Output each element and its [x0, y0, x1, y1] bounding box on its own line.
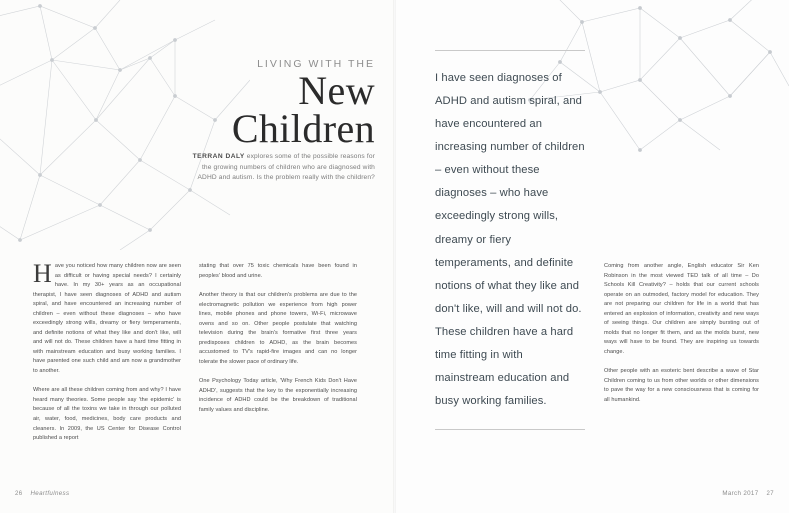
body-column-right — [604, 262, 759, 415]
paragraph: Another theory is that our children's problems are due to the electromagnetic pollution we experience from high power lines, mobile phones and phone towers, Wi-Fi, microwave ovens and so on. Other people postulate that watching television during the brain's formative first three years predisposes children to ADHD, as the brain becomes accustomed to TV's rapid-fire images and can no longer tolerate the slower pace of ordinary life. — [199, 292, 357, 365]
publication-name: Heartfulness — [30, 490, 70, 497]
page-title-line-2: Children — [231, 106, 375, 152]
paragraph: Other people with an esoteric bent describe a wave of Star Children coming to us from other worlds or other dimensions to pave the way for a new consciousness that is coming for all humankind. — [604, 368, 759, 403]
page-gutter — [393, 0, 396, 513]
pull-quote: I have seen diagnoses of ADHD and autism spiral, and have encountered an increasing number of children – even without these diagnoses – who have exceedingly strong wills, dreamy or fiery temperaments, and definite notions of what they like and don't like, will and will not do. These children have a hard time fitting in with mainstream education and busy working families. — [435, 50, 585, 430]
paragraph: One Psychology Today article, 'Why French Kids Don't Have ADHD', suggests that the key to the exponentially increasing incidence of ADHD could be the breakdown of traditional family values and discipline. — [199, 378, 357, 413]
body-column-left — [33, 259, 181, 454]
paragraph: Have you noticed how many children now are seen as difficult or having special needs? I certainly have. In my 30+ years as an occupational therapist, I have seen diagnoses of ADHD and autism spiral, and have encountered an increasing number of children – even without these diagnoses – who have exceedingly strong wills, dreamy or fiery temperaments, and definite notions of what they like and don't like, will and will not do. These children have a hard time fitting in with mainstream education and busy working families. I have parented one such child and am now a grandmother to another. — [33, 259, 181, 374]
issue-date: March 2017 — [722, 490, 759, 497]
paragraph: Coming from another angle, English educator Sir Ken Robinson in the most viewed TED talk of all time – Do Schools Kill Creativity? – holds that our current schools operate on an outmoded, factory model for education. They are not preparing our children for life in a world that has entered an explosion of information, creativity and new ways of seeing things. Our children are simply bursting out of molds that no longer fit them, and as the molds burst, new ways will have to be found. They are inspiring us towards change. — [604, 263, 759, 355]
standfirst-text: explores some of the possible reasons for the growing numbers of children who are diagnosed with ADHD and autism. Is the problem really with the children? — [197, 153, 375, 182]
article-title-block — [150, 58, 375, 152]
footer-left — [15, 490, 69, 497]
page-number-right: 27 — [766, 491, 774, 497]
page-number-left: 26 — [15, 491, 23, 497]
article-standfirst — [185, 152, 375, 184]
page-title-line-1: New — [298, 68, 375, 113]
article-kicker: LIVING WITH THE — [257, 58, 375, 70]
paragraph: Where are all these children coming from and why? I have heard many theories. Some people say 'the epidemic' is because of all the toxins we take in through our polluted air, water, food, medicines, body care products and cleaners. In 2009, the US Center for Disease Control published a report — [33, 387, 181, 442]
body-column-middle — [199, 262, 357, 425]
author-byline: TERRAN DALY — [192, 153, 245, 160]
footer-right — [722, 490, 774, 497]
paragraph: stating that over 75 toxic chemicals have been found in peoples' blood and urine. — [199, 263, 357, 279]
